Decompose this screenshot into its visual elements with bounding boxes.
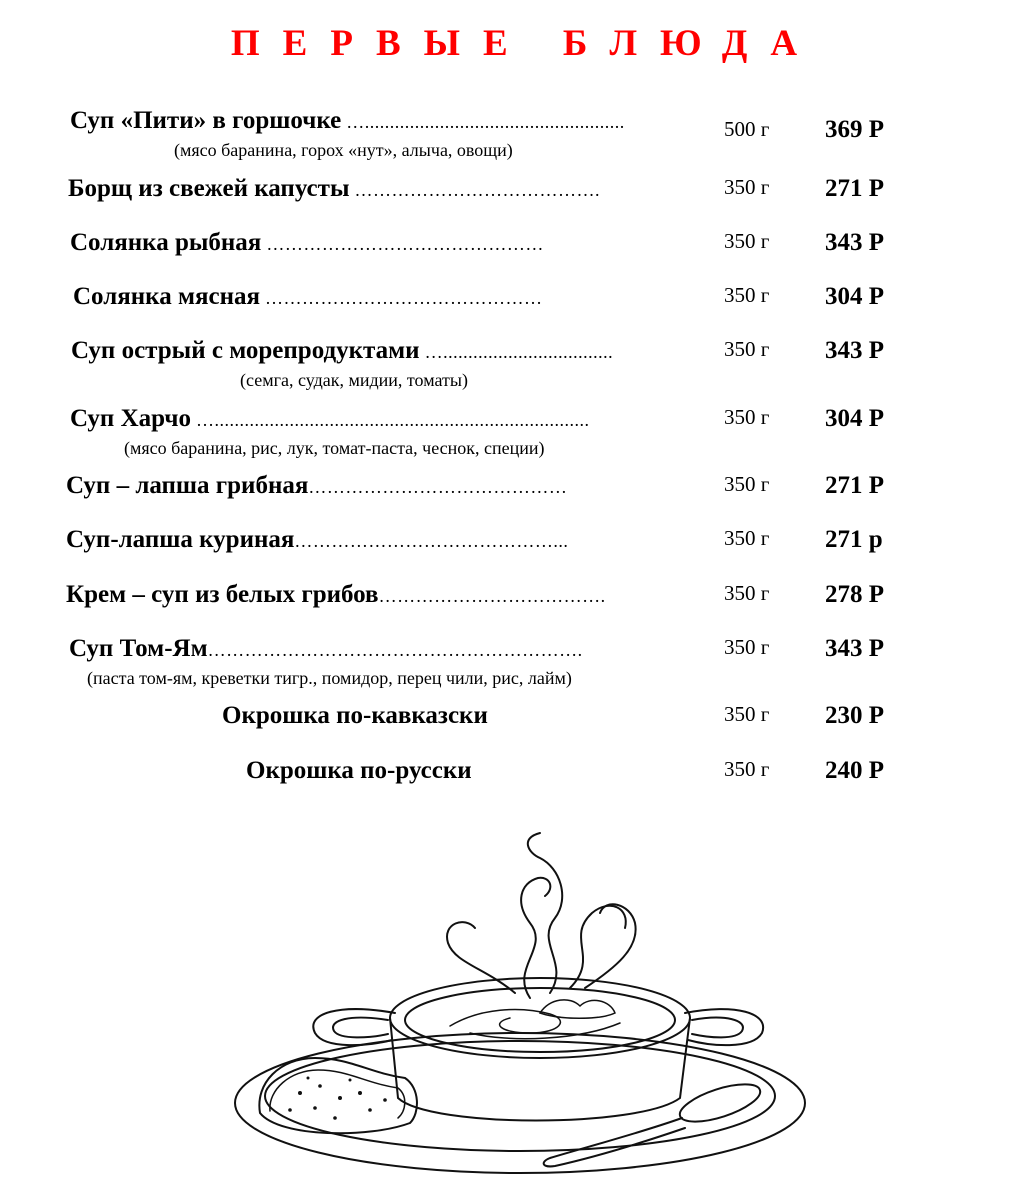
bowl-handle-right [685,1009,763,1045]
item-weight: 350 г [724,472,770,496]
item-dots: ….................................................... [341,112,625,132]
bread-slice [259,1058,417,1133]
item-name: Окрошка по-русски [246,757,472,784]
soup-swirl [450,1010,560,1033]
item-weight: 350 г [724,757,770,781]
item-dots: ……………………………………………………. [207,640,583,660]
item-description: (мясо баранина, горох «нут», алыча, овощи) [174,140,513,160]
item-name: Суп Харчо [70,405,192,432]
item-price: 304 Р [825,405,885,432]
steam-4 [447,922,515,993]
item-weight: 350 г [724,229,770,253]
item-name: Суп-лапша куриная [66,526,295,553]
item-dots: ………………………………. [378,586,606,606]
item-name: Суп Том-Ям [69,635,208,662]
item-weight: 500 г [724,117,770,141]
item-name: Крем – суп из белых грибов [66,581,379,608]
steam-1 [521,878,550,998]
item-price: 240 Р [825,757,885,784]
item-name: Окрошка по-кавказски [222,702,488,729]
item-weight: 350 г [724,337,770,361]
bowl-handle-left-inner [333,1018,388,1038]
menu-title: ПЕРВЫЕ БЛЮДА [230,23,821,64]
steam-3 [570,906,626,988]
menu-item-solyanka-fish [0,228,1028,288]
item-dots: …………………………………. [349,180,600,200]
steam-5 [585,904,636,988]
menu-item-kharcho [0,404,1028,464]
item-price: 278 Р [825,581,885,608]
item-price: 369 Р [825,116,885,143]
item-price: 304 Р [825,283,885,310]
menu-item-borsch [0,174,1028,234]
item-description: (паста том-ям, креветки тигр., помидор, перец чили, рис, лайм) [87,668,572,688]
item-price: 271 Р [825,472,885,499]
item-name: Солянка мясная [73,283,261,310]
steam-2 [528,833,562,993]
item-price: 271 Р [825,175,885,202]
item-dots: ….................................. [419,342,614,362]
bowl-rim [390,978,690,1058]
menu-item-cream-mushroom [0,580,1028,640]
item-weight: 350 г [724,635,770,659]
item-dots: …………………………………… [308,477,568,497]
item-weight: 350 г [724,581,770,605]
item-weight: 350 г [724,283,770,307]
bowl-rim-inner [405,988,675,1052]
item-weight: 350 г [724,175,770,199]
menu-item-okroshka-russian [0,756,1028,816]
item-dots: ……………………………………… [261,234,544,254]
soup-bowl-illustration [220,828,820,1188]
item-description: (мясо баранина, рис, лук, томат-паста, чеснок, специи) [124,438,545,458]
item-price: 343 Р [825,635,885,662]
menu-item-okroshka-caucasian [0,701,1028,761]
item-dots: ……………………………………... [294,531,569,551]
menu-item-tom-yam [0,634,1028,694]
menu-item-mushroom-noodle [0,471,1028,531]
item-price: 343 Р [825,337,885,364]
item-dots: ……………………………………… [260,288,543,308]
item-price: 230 Р [825,702,885,729]
menu-item-piti [0,106,1028,166]
item-price: 271 р [825,526,883,553]
item-name: Суп «Пити» в горшочке [70,107,342,134]
bowl-handle-left [313,1009,395,1045]
herb-garnish [540,1000,615,1018]
menu-item-chicken-noodle [0,525,1028,585]
spoon-bowl [676,1077,765,1130]
item-weight: 350 г [724,405,770,429]
item-weight: 350 г [724,526,770,550]
item-weight: 350 г [724,702,770,726]
menu-item-seafood-soup [0,336,1028,396]
item-name: Борщ из свежей капусты [68,175,350,202]
item-description: (семга, судак, мидии, томаты) [240,370,468,390]
item-name: Суп – лапша грибная [66,472,309,499]
item-dots: …........................................................................... [191,410,590,430]
item-name: Солянка рыбная [70,229,262,256]
bowl-handle-right-inner [692,1018,743,1038]
bread-crumbs [288,1077,387,1120]
item-name: Суп острый с морепродуктами [71,337,420,364]
menu-item-solyanka-meat [0,282,1028,342]
item-price: 343 Р [825,229,885,256]
